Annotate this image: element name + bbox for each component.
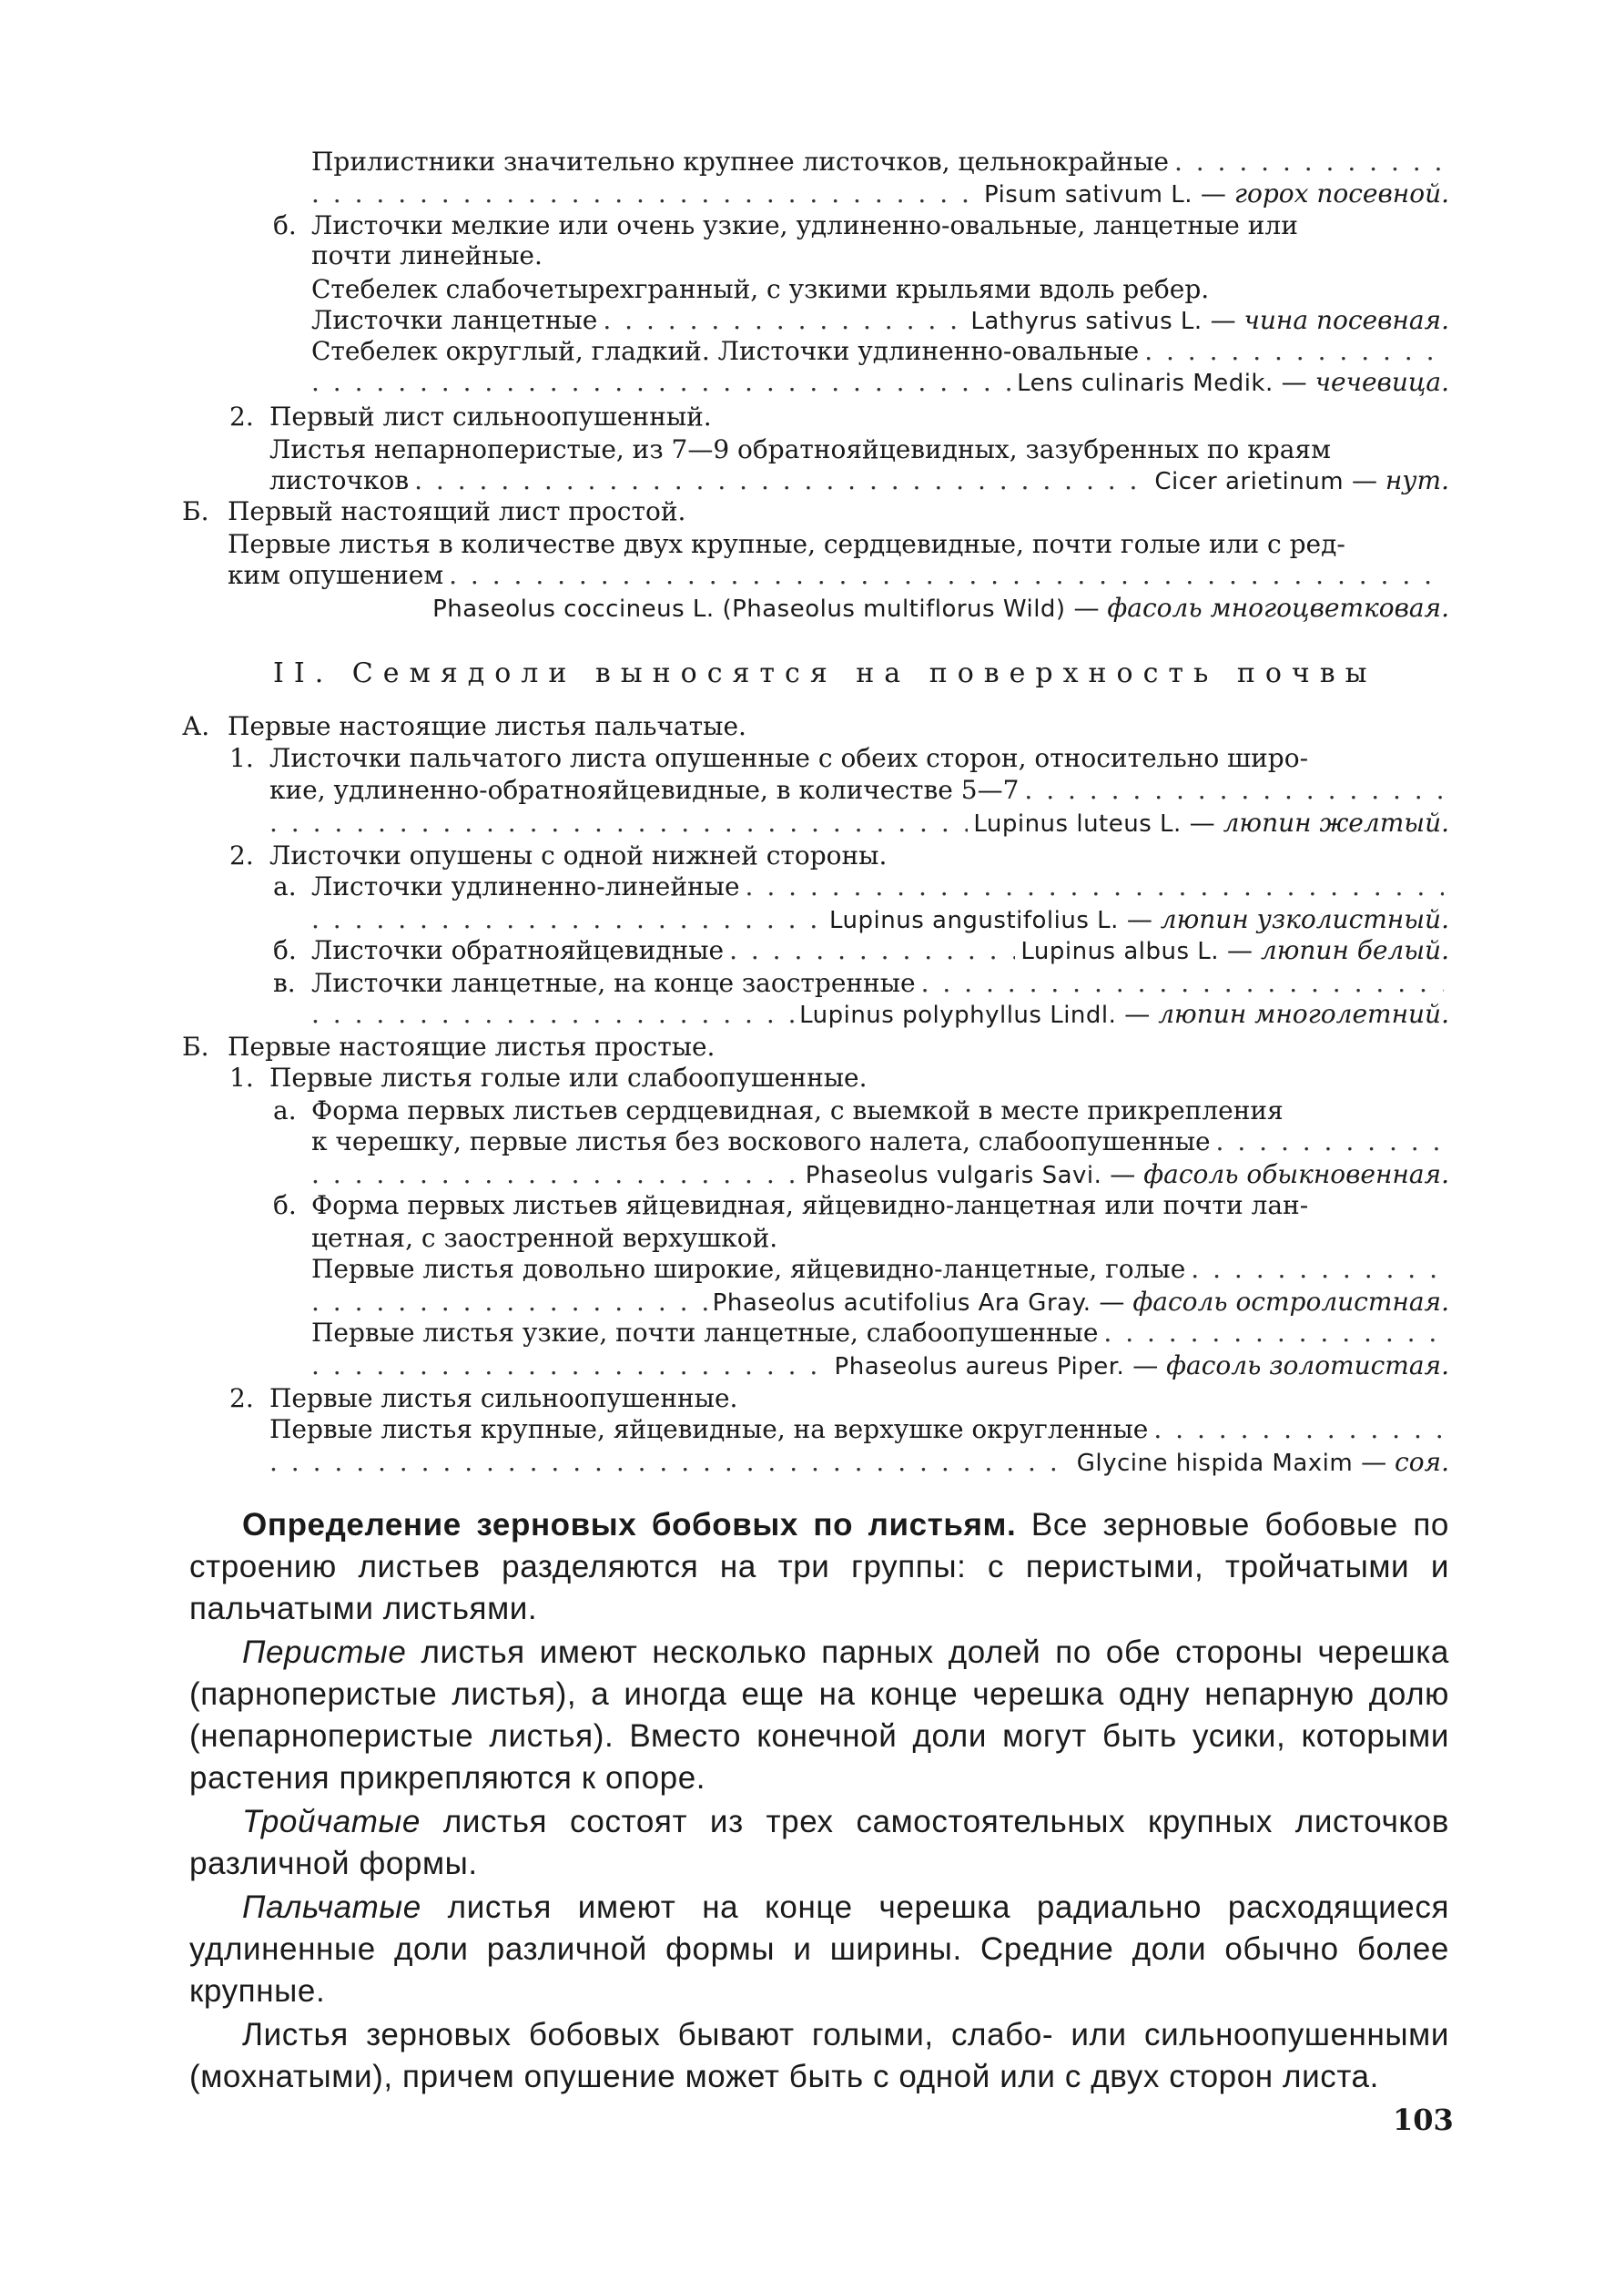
key-label: 2. <box>229 840 254 871</box>
key-line: Прилистники значительно крупнее листочков, цельнокрайные . . . <box>311 146 1449 178</box>
key-line: ким опушением . . . <box>228 559 1449 592</box>
key-label: а. <box>273 871 297 901</box>
key-line: . . . Phaseolus acutifolius Ara Gray. — фасоль остролистная. <box>311 1286 1449 1319</box>
key-line: . . . Phaseolus aureus Piper. — фасоль золотистая. <box>311 1349 1449 1382</box>
key-line: . . . Pisum sativum L. — горох посевной. <box>311 178 1449 210</box>
key-line: Листья непарноперистые, из 7—9 обратнояйцевидных, зазубренных по краям <box>269 434 1331 464</box>
key-line: Первые листья сильноопушенные. <box>269 1383 738 1413</box>
paragraph: Определение зерновых бобовых по листьям. Все зерновые бобовые по строению листьев разделяются на три группы: с перистыми, тройчатыми и пальчатыми листьями. <box>189 1507 1449 1626</box>
key-line: Стебелек округлый, гладкий. Листочки удлиненно-овальные . . . <box>311 335 1449 368</box>
latin-name: Lens culinaris Medik. <box>1017 370 1274 397</box>
key-line: кие, удлиненно-обратнояйцевидные, в количестве 5—7 . . . <box>269 774 1449 807</box>
key-line: к черешку, первые листья без воскового налета, слабоопушенные . . . <box>311 1125 1449 1158</box>
key-label: а. <box>273 1095 297 1125</box>
russian-name: чина посевная. <box>1243 305 1449 335</box>
key-line: Первые листья крупные, яйцевидные, на верхушке округленные . . . <box>269 1413 1449 1446</box>
russian-name: соя. <box>1395 1447 1449 1477</box>
key-line: . . . Lupinus luteus L. — люпин желтый. <box>269 807 1449 840</box>
key-line: Первые листья голые или слабоопушенные. <box>269 1063 868 1093</box>
key-label: А. <box>182 711 210 741</box>
key-line: почти линейные. <box>311 240 543 270</box>
key-line: Листочки обратнояйцевидные . . . Lupinus albus L. — люпин белый. <box>311 934 1449 967</box>
key-line: Листочки пальчатого листа опушенные с обеих сторон, относительно широ- <box>269 743 1309 773</box>
key-label: Б. <box>182 1032 209 1062</box>
key-label: в. <box>273 968 296 998</box>
key-line: Первые настоящие листья простые. <box>228 1032 716 1062</box>
russian-name: фасоль золотистая. <box>1166 1350 1449 1380</box>
key-line: . . . Lens culinaris Medik. — чечевица. <box>311 366 1449 399</box>
key-label: б. <box>273 935 297 965</box>
russian-name: фасоль обыкновенная. <box>1143 1159 1449 1189</box>
key-line: . . . Lupinus polyphyllus Lindl. — люпин многолетний. <box>311 998 1449 1031</box>
paragraph: Пальчатые листья имеют на конце черешка радиально расходящиеся удлиненные доли различной формы и ширины. Средние доли обычно более крупные. <box>189 1889 1449 2009</box>
key-line: Стебелек слабочетырехгранный, с узкими крыльями вдоль ребер. <box>311 274 1210 304</box>
key-line: Первый лист сильноопушенный. <box>269 402 712 432</box>
key-line: Форма первых листьев сердцевидная, с выемкой в месте прикрепления <box>311 1095 1284 1125</box>
latin-name: Phaseolus acutifolius Ara Gray. <box>712 1289 1091 1317</box>
key-line: листочков . . . Cicer arietinum — нут. <box>269 464 1449 497</box>
key-line: Листочки ланцетные, на конце заостренные . . . <box>311 967 1449 1000</box>
russian-name: чечевица. <box>1314 367 1449 397</box>
paragraph: Тройчатые листья состоят из трех самостоятельных крупных листочков различной формы. <box>189 1804 1449 1881</box>
russian-name: фасоль остролистная. <box>1132 1287 1449 1317</box>
page-number: 103 <box>1393 2103 1454 2137</box>
latin-name: Lupinus angustifolius L. <box>829 907 1119 934</box>
latin-name: Phaseolus vulgaris Savi. <box>805 1162 1102 1189</box>
russian-name: люпин узколистный. <box>1160 904 1449 934</box>
key-label: 1. <box>229 1063 254 1093</box>
key-line: Первые листья довольно широкие, яйцевидно-ланцетные, голые . . . <box>311 1253 1449 1286</box>
key-line: цетная, с заостренной верхушкой. <box>311 1223 778 1253</box>
key-label: б. <box>273 1190 297 1220</box>
key-label: 1. <box>229 743 254 773</box>
key-line: . . . Glycine hispida Maxim — соя. <box>269 1446 1449 1479</box>
key-line: . . . Phaseolus vulgaris Savi. — фасоль обыкновенная. <box>311 1158 1449 1191</box>
key-line: Листочки ланцетные . . . Lathyrus sativus L. — чина посевная. <box>311 304 1449 337</box>
paragraph-lead-heading: Определение зерновых бобовых по листьям. <box>242 1507 1017 1543</box>
paragraph: Перистые листья имеют несколько парных долей по обе стороны черешка (парноперистые листья), а иногда еще на конце черешка одну непарную долю (непарноперистые листья). Вместо конечной доли могут быть усики, которыми растения прикрепляются к опоре. <box>189 1635 1449 1796</box>
paragraph: Листья зерновых бобовых бывают голыми, слабо- или сильноопушенными (мохнатыми), причем опушение может быть с одной или с двух сторон листа. <box>189 2017 1449 2094</box>
russian-name: нут. <box>1385 465 1449 495</box>
latin-name: Lupinus albus L. <box>1020 938 1220 965</box>
body-text <box>189 1504 1449 2100</box>
latin-name: Glycine hispida Maxim <box>1076 1450 1354 1477</box>
key-line: Листочки опушены с одной нижней стороны. <box>269 840 888 871</box>
key-label: 2. <box>229 402 254 432</box>
key-label: б. <box>273 210 297 240</box>
latin-name: Lupinus luteus L. <box>973 810 1182 838</box>
latin-name: Phaseolus coccineus L. (Phaseolus multiflorus Wild) <box>432 596 1066 623</box>
section-subheading: II. Семядоли выносятся на поверхность почвы <box>273 657 1377 689</box>
term-emphasis: Пальчатые <box>242 1889 421 1925</box>
term-emphasis: Перистые <box>242 1635 407 1670</box>
key-label: Б. <box>182 496 209 526</box>
latin-name: Phaseolus aureus Piper. <box>834 1353 1125 1380</box>
key-line: Первые листья в количестве двух крупные, сердцевидные, почти голые или с ред- <box>228 529 1345 559</box>
russian-name: фасоль многоцветковая. <box>1107 593 1449 623</box>
key-line: Phaseolus coccineus L. (Phaseolus multiflorus Wild) — фасоль многоцветковая. <box>432 593 1449 623</box>
russian-name: люпин желтый. <box>1223 808 1449 838</box>
russian-name: люпин белый. <box>1260 935 1449 965</box>
key-line: Форма первых листьев яйцевидная, яйцевидно-ланцетная или почти лан- <box>311 1190 1309 1220</box>
key-line: Первые листья узкие, почти ланцетные, слабоопушенные . . . <box>311 1317 1449 1349</box>
term-emphasis: Тройчатые <box>242 1804 421 1839</box>
latin-name: Lupinus polyphyllus Lindl. <box>799 1002 1117 1029</box>
russian-name: горох посевной. <box>1233 178 1449 209</box>
key-line: Листочки мелкие или очень узкие, удлиненно-овальные, ланцетные или <box>311 210 1298 240</box>
key-line: Первые настоящие листья пальчатые. <box>228 711 746 741</box>
latin-name: Cicer arietinum <box>1154 468 1345 495</box>
latin-name: Pisum sativum L. <box>983 181 1193 209</box>
key-line: Первый настоящий лист простой. <box>228 496 686 526</box>
key-line: Листочки удлиненно-линейные . . . <box>311 871 1449 903</box>
russian-name: люпин многолетний. <box>1158 999 1449 1029</box>
key-line: . . . Lupinus angustifolius L. — люпин узколистный. <box>311 903 1449 936</box>
key-label: 2. <box>229 1383 254 1413</box>
latin-name: Lathyrus sativus L. <box>970 308 1203 335</box>
